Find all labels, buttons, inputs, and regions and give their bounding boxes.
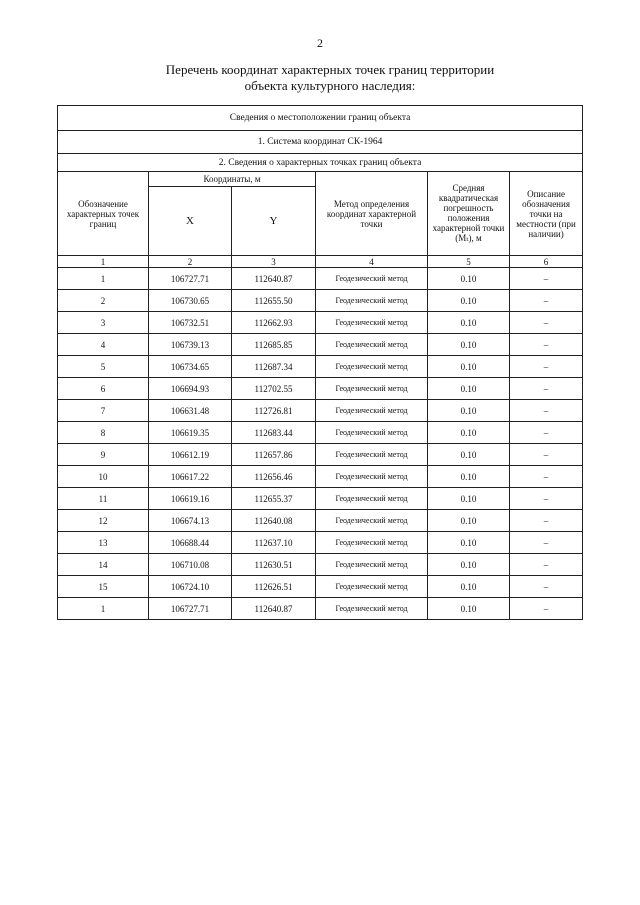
coord-system-row [58,131,583,154]
method-cell: Геодезический метод [316,400,428,422]
header-coords: Координаты, м [149,172,316,187]
point-cell: 7 [58,400,149,422]
x-cell: 106727.71 [149,268,232,290]
method-cell: Геодезический метод [316,598,428,620]
points-title: 2. Сведения о характерных точках границ объекта [58,154,583,172]
point-cell: 11 [58,488,149,510]
error-cell: 0.10 [428,356,510,378]
point-cell: 4 [58,334,149,356]
error-cell: 0.10 [428,422,510,444]
table-row [58,334,583,356]
y-cell: 112685.85 [232,334,316,356]
method-cell: Геодезический метод [316,268,428,290]
table-row [58,422,583,444]
x-cell: 106631.48 [149,400,232,422]
description-cell: – [510,576,583,598]
point-cell: 15 [58,576,149,598]
error-cell: 0.10 [428,334,510,356]
x-cell: 106694.93 [149,378,232,400]
point-cell: 10 [58,466,149,488]
method-cell: Геодезический метод [316,290,428,312]
header-error: Средняя квадратическая погрешность положения характерной точки (Mₜ), м [428,172,510,256]
point-cell: 6 [58,378,149,400]
table-row [58,312,583,334]
description-cell: – [510,554,583,576]
column-number: 6 [510,256,583,268]
error-cell: 0.10 [428,268,510,290]
title-line-2: объекта культурного наследия: [244,78,416,93]
description-cell: – [510,356,583,378]
coordinates-table [57,105,583,620]
x-cell: 106688.44 [149,532,232,554]
header-description: Описание обозначения точки на местности (при наличии) [510,172,583,256]
column-numbers-row [58,256,583,268]
x-cell: 106674.13 [149,510,232,532]
description-cell: – [510,378,583,400]
error-cell: 0.10 [428,378,510,400]
description-cell: – [510,312,583,334]
table-row [58,466,583,488]
x-cell: 106619.35 [149,422,232,444]
column-number: 2 [149,256,232,268]
x-cell: 106727.71 [149,598,232,620]
y-cell: 112637.10 [232,532,316,554]
description-cell: – [510,422,583,444]
method-cell: Геодезический метод [316,554,428,576]
method-cell: Геодезический метод [316,422,428,444]
column-number: 4 [316,256,428,268]
table-row [58,400,583,422]
table-row [58,576,583,598]
error-cell: 0.10 [428,488,510,510]
x-cell: 106732.51 [149,312,232,334]
header-x: X [149,187,232,256]
method-cell: Геодезический метод [316,488,428,510]
error-cell: 0.10 [428,290,510,312]
header-y: Y [232,187,316,256]
table-row [58,510,583,532]
y-cell: 112630.51 [232,554,316,576]
description-cell: – [510,488,583,510]
description-cell: – [510,268,583,290]
points-title-row [58,154,583,172]
y-cell: 112687.34 [232,356,316,378]
y-cell: 112626.51 [232,576,316,598]
y-cell: 112655.50 [232,290,316,312]
x-cell: 106724.10 [149,576,232,598]
error-cell: 0.10 [428,576,510,598]
method-cell: Геодезический метод [316,576,428,598]
section-title: Сведения о местоположении границ объекта [58,106,583,131]
x-cell: 106612.19 [149,444,232,466]
y-cell: 112640.87 [232,268,316,290]
y-cell: 112655.37 [232,488,316,510]
error-cell: 0.10 [428,444,510,466]
x-cell: 106730.65 [149,290,232,312]
error-cell: 0.10 [428,510,510,532]
y-cell: 112702.55 [232,378,316,400]
x-cell: 106617.22 [149,466,232,488]
description-cell: – [510,400,583,422]
table-row [58,378,583,400]
description-cell: – [510,532,583,554]
y-cell: 112726.81 [232,400,316,422]
title-line-1: Перечень координат характерных точек границ территории [165,62,495,77]
y-cell: 112640.87 [232,598,316,620]
error-cell: 0.10 [428,466,510,488]
point-cell: 1 [58,598,149,620]
y-cell: 112683.44 [232,422,316,444]
error-cell: 0.10 [428,554,510,576]
description-cell: – [510,334,583,356]
coordinates-table-body [58,106,583,620]
header-point: Обозначение характерных точек границ [58,172,149,256]
table-row [58,268,583,290]
y-cell: 112657.86 [232,444,316,466]
description-cell: – [510,510,583,532]
error-cell: 0.10 [428,400,510,422]
x-cell: 106734.65 [149,356,232,378]
x-cell: 106739.13 [149,334,232,356]
point-cell: 13 [58,532,149,554]
y-cell: 112662.93 [232,312,316,334]
method-cell: Геодезический метод [316,466,428,488]
y-cell: 112656.46 [232,466,316,488]
point-cell: 14 [58,554,149,576]
description-cell: – [510,466,583,488]
error-cell: 0.10 [428,312,510,334]
point-cell: 1 [58,268,149,290]
point-cell: 5 [58,356,149,378]
table-row [58,554,583,576]
description-cell: – [510,290,583,312]
method-cell: Геодезический метод [316,312,428,334]
table-row [58,532,583,554]
method-cell: Геодезический метод [316,444,428,466]
description-cell: – [510,598,583,620]
point-cell: 9 [58,444,149,466]
table-row [58,290,583,312]
method-cell: Геодезический метод [316,378,428,400]
point-cell: 3 [58,312,149,334]
coord-system: 1. Система координат СК-1964 [58,131,583,154]
method-cell: Геодезический метод [316,356,428,378]
error-cell: 0.10 [428,598,510,620]
header-row-1 [58,172,583,187]
header-method: Метод определения координат характерной точки [316,172,428,256]
method-cell: Геодезический метод [316,532,428,554]
table-row [58,488,583,510]
section-title-row [58,106,583,131]
point-cell: 12 [58,510,149,532]
column-number: 3 [232,256,316,268]
column-number: 1 [58,256,149,268]
description-cell: – [510,444,583,466]
method-cell: Геодезический метод [316,334,428,356]
y-cell: 112640.08 [232,510,316,532]
table-row [58,598,583,620]
point-cell: 8 [58,422,149,444]
method-cell: Геодезический метод [316,510,428,532]
table-row [58,356,583,378]
x-cell: 106710.08 [149,554,232,576]
x-cell: 106619.16 [149,488,232,510]
table-row [58,444,583,466]
column-number: 5 [428,256,510,268]
error-cell: 0.10 [428,532,510,554]
page-number: 2 [317,36,323,50]
point-cell: 2 [58,290,149,312]
document-title [100,62,560,94]
